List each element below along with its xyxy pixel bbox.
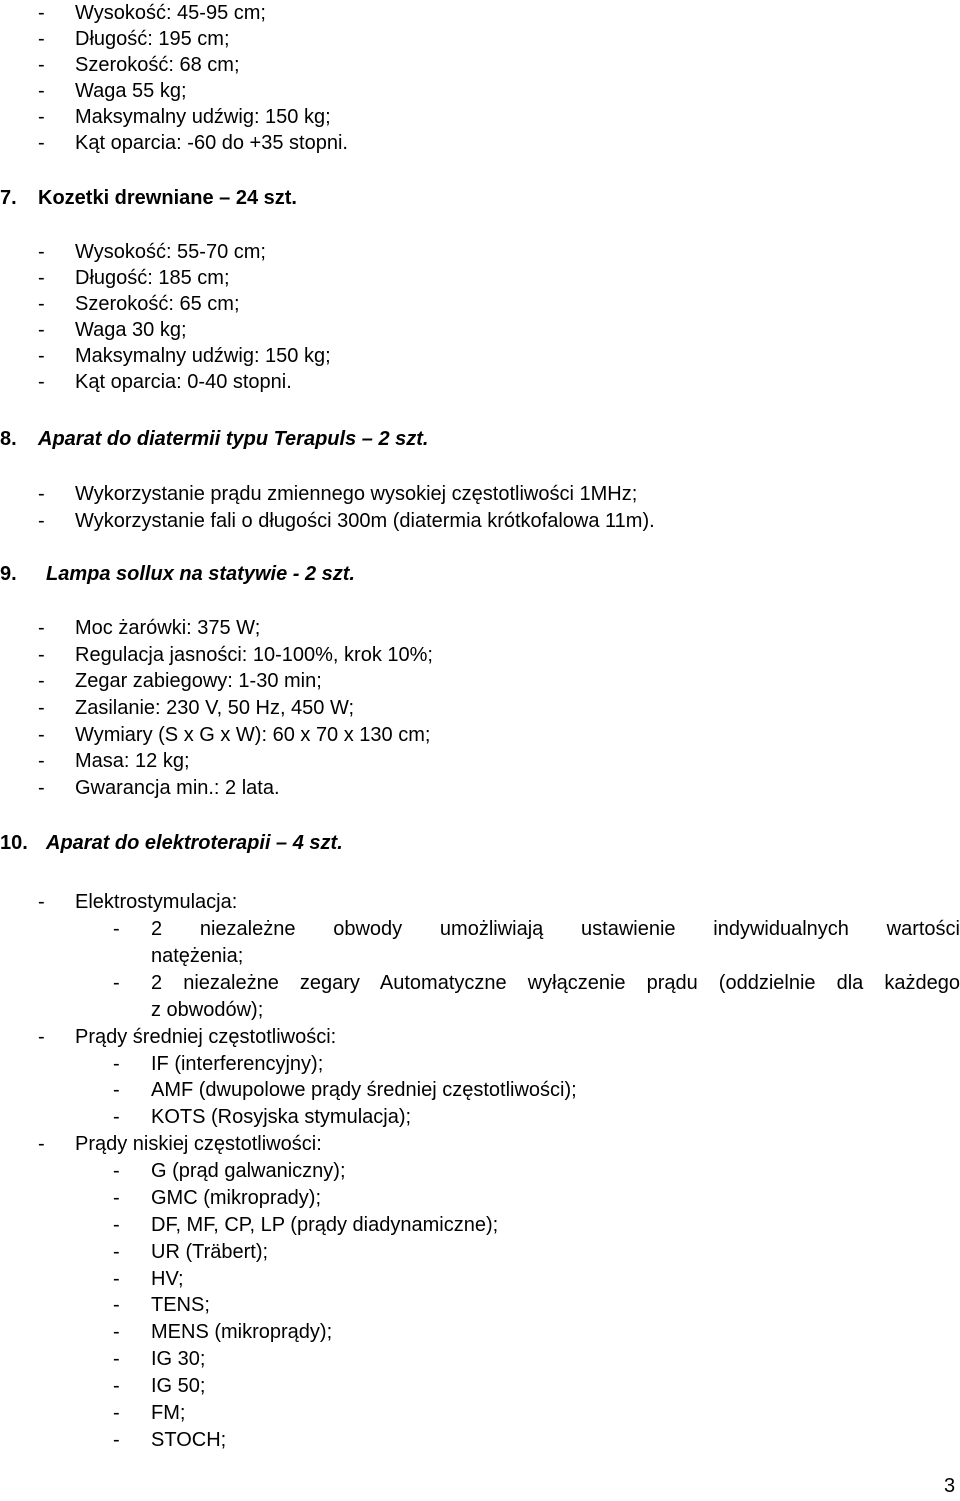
list-item-text: Regulacja jasności: 10-100%, krok 10%; (75, 644, 433, 666)
section-number: 8. (0, 428, 17, 450)
dash-bullet: - (38, 267, 45, 289)
dash-bullet: - (38, 891, 45, 913)
sub-list-item (0, 970, 960, 996)
sub-list-item-text: 2 niezależne zegary Automatyczne wyłączenie prądu (oddzielnie dla każdego (151, 972, 960, 994)
list-item-text: Szerokość: 65 cm; (75, 293, 240, 315)
dash-bullet: - (113, 1429, 120, 1451)
sub-list-item-text: UR (Träbert); (151, 1241, 269, 1263)
dash-bullet: - (113, 1053, 120, 1075)
list-item-text: Długość: 195 cm; (75, 28, 230, 50)
sub-list-item-text: 2 niezależne obwody umożliwiają ustawienie indywidualnych wartości (151, 918, 960, 940)
sub-list-item-text: FM; (151, 1402, 186, 1424)
sub-list-item-text: GMC (mikroprady); (151, 1187, 322, 1209)
list-item-text: Kąt oparcia: -60 do +35 stopni. (75, 132, 348, 154)
dash-bullet: - (113, 972, 120, 994)
dash-bullet: - (113, 1106, 120, 1128)
list-item-text: Wykorzystanie prądu zmiennego wysokiej częstotliwości 1MHz; (75, 483, 638, 505)
sub-list-item-text: AMF (dwupolowe prądy średniej częstotliwości); (151, 1079, 577, 1101)
list-item-text: Zasilanie: 230 V, 50 Hz, 450 W; (75, 697, 355, 719)
section-number: 10. (0, 832, 28, 854)
list-item-text: Wykorzystanie fali o długości 300m (diatermia krótkofalowa 11m). (75, 510, 655, 532)
list-item-text: Szerokość: 68 cm; (75, 54, 240, 76)
dash-bullet: - (113, 918, 120, 940)
section-title: Lampa sollux na statywie - 2 szt. (46, 563, 355, 585)
section-number: 9. (0, 563, 17, 585)
sub-list-item-text: z obwodów); (151, 999, 264, 1021)
list-item-text: Wysokość: 55-70 cm; (75, 241, 266, 263)
dash-bullet: - (38, 1133, 45, 1155)
dash-bullet: - (38, 617, 45, 639)
dash-bullet: - (38, 750, 45, 772)
dash-bullet: - (38, 371, 45, 393)
dash-bullet: - (113, 1268, 120, 1290)
dash-bullet: - (38, 345, 45, 367)
sub-list-item-text: MENS (mikroprądy); (151, 1321, 333, 1343)
dash-bullet: - (113, 1375, 120, 1397)
dash-bullet: - (38, 2, 45, 24)
dash-bullet: - (113, 1079, 120, 1101)
list-item-text: Masa: 12 kg; (75, 750, 190, 772)
dash-bullet: - (38, 483, 45, 505)
list-item-text: Zegar zabiegowy: 1-30 min; (75, 670, 322, 692)
sub-list-item (0, 916, 960, 942)
section-title: Kozetki drewniane – 24 szt. (38, 187, 297, 209)
sub-list-item-text: DF, MF, CP, LP (prądy diadynamiczne); (151, 1214, 499, 1236)
list-item-text: Prądy niskiej częstotliwości: (75, 1133, 322, 1155)
list-item-text: Maksymalny udźwig: 150 kg; (75, 345, 331, 367)
list-item-text: Waga 55 kg; (75, 80, 187, 102)
dash-bullet: - (113, 1187, 120, 1209)
list-item-text: Waga 30 kg; (75, 319, 187, 341)
dash-bullet: - (113, 1402, 120, 1424)
dash-bullet: - (38, 644, 45, 666)
sub-list-item-text: G (prąd galwaniczny); (151, 1160, 346, 1182)
dash-bullet: - (38, 293, 45, 315)
sub-list-item-text: TENS; (151, 1294, 210, 1316)
dash-bullet: - (113, 1241, 120, 1263)
sub-list-item-text: KOTS (Rosyjska stymulacja); (151, 1106, 412, 1128)
sub-list-item-text: IF (interferencyjny); (151, 1053, 324, 1075)
section-number: 7. (0, 187, 17, 209)
dash-bullet: - (38, 28, 45, 50)
list-item-text: Gwarancja min.: 2 lata. (75, 777, 280, 799)
page-number: 3 (944, 1475, 956, 1497)
dash-bullet: - (113, 1348, 120, 1370)
dash-bullet: - (38, 697, 45, 719)
section-title: Aparat do diatermii typu Terapuls – 2 szt. (38, 428, 429, 450)
sub-list-item-text: STOCH; (151, 1429, 227, 1451)
list-item-text: Moc żarówki: 375 W; (75, 617, 261, 639)
list-item-text: Długość: 185 cm; (75, 267, 230, 289)
list-item-text: Wymiary (S x G x W): 60 x 70 x 130 cm; (75, 724, 431, 746)
dash-bullet: - (38, 80, 45, 102)
dash-bullet: - (113, 1321, 120, 1343)
dash-bullet: - (38, 670, 45, 692)
list-item-text: Elektrostymulacja: (75, 891, 238, 913)
dash-bullet: - (38, 132, 45, 154)
dash-bullet: - (113, 1294, 120, 1316)
dash-bullet: - (38, 106, 45, 128)
sub-list-item-text: IG 30; (151, 1348, 206, 1370)
dash-bullet: - (38, 241, 45, 263)
list-item-text: Wysokość: 45-95 cm; (75, 2, 266, 24)
sub-list-item-text: natężenia; (151, 945, 244, 967)
dash-bullet: - (113, 1214, 120, 1236)
list-item-text: Maksymalny udźwig: 150 kg; (75, 106, 331, 128)
dash-bullet: - (38, 319, 45, 341)
sub-list-item-text: IG 50; (151, 1375, 206, 1397)
dash-bullet: - (113, 1160, 120, 1182)
list-item-text: Kąt oparcia: 0-40 stopni. (75, 371, 292, 393)
dash-bullet: - (38, 1026, 45, 1048)
dash-bullet: - (38, 777, 45, 799)
dash-bullet: - (38, 54, 45, 76)
list-item-text: Prądy średniej częstotliwości: (75, 1026, 337, 1048)
sub-list-item-text: HV; (151, 1268, 184, 1290)
dash-bullet: - (38, 724, 45, 746)
dash-bullet: - (38, 510, 45, 532)
section-title: Aparat do elektroterapii – 4 szt. (46, 832, 343, 854)
